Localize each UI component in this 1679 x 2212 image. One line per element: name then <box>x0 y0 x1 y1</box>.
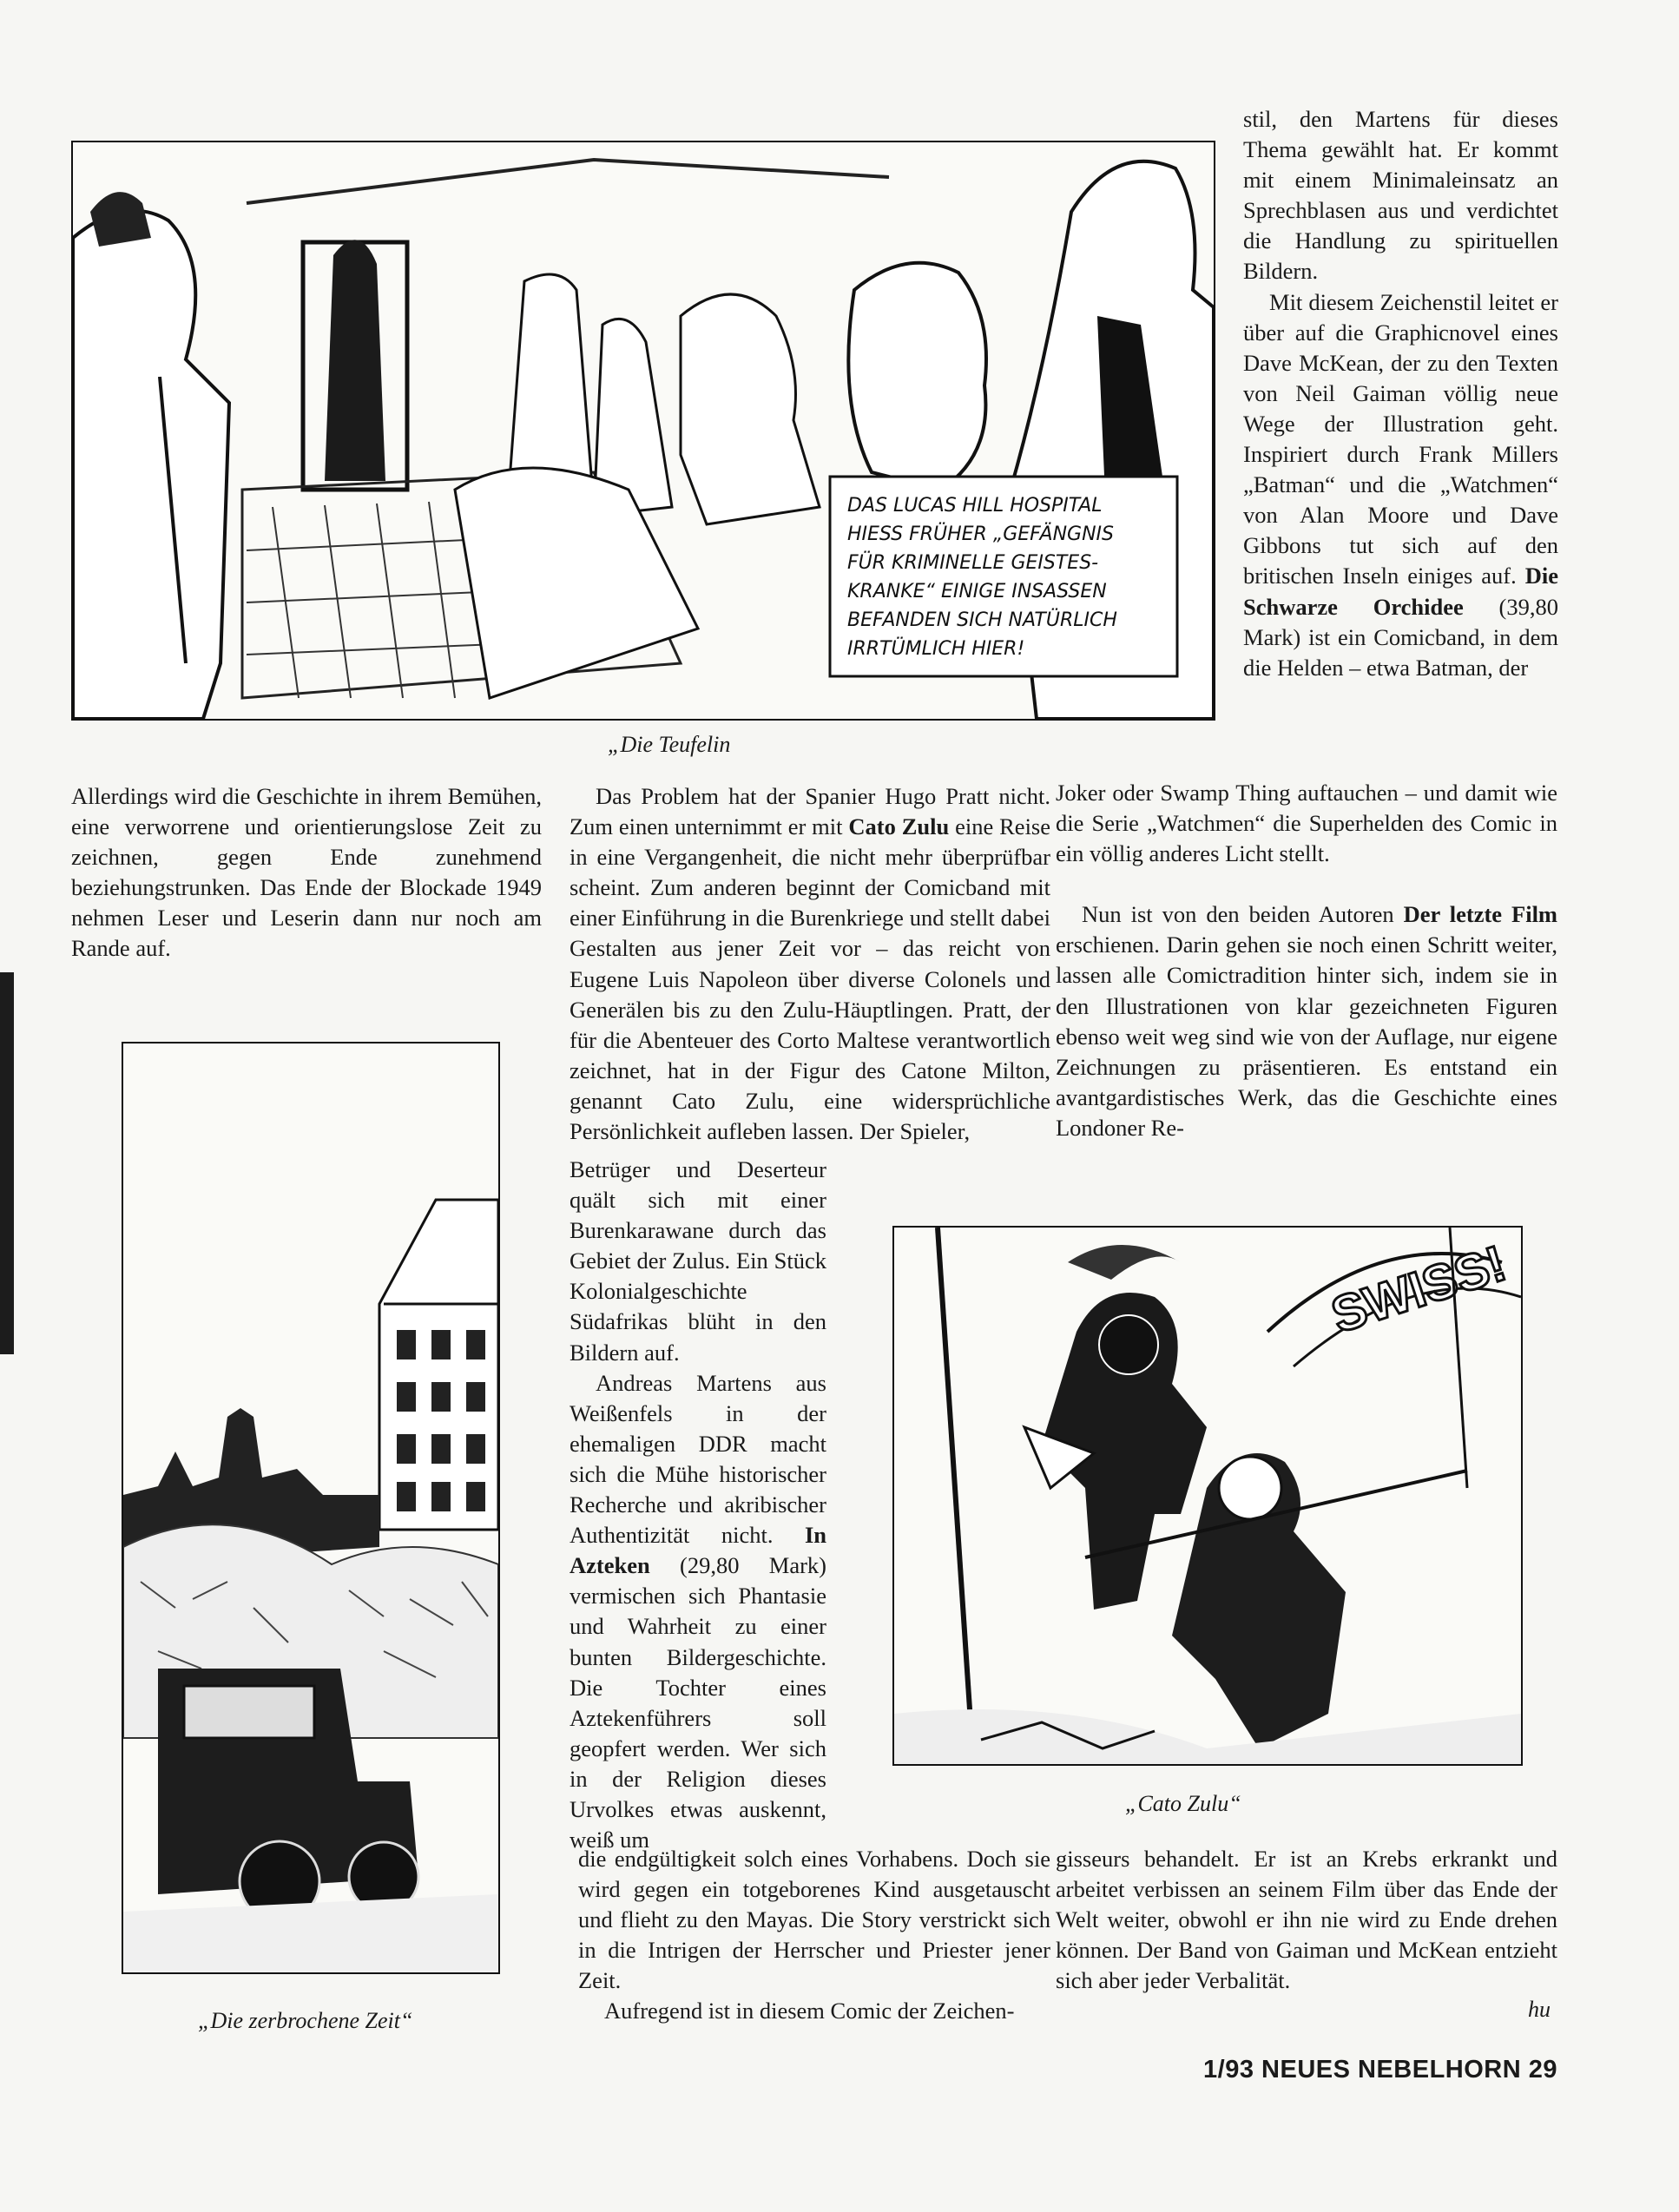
book-title: In Azteken <box>570 1522 826 1579</box>
paragraph: Aufregend ist in diesem Comic der Zeichen- <box>604 1998 1015 2024</box>
paragraph <box>570 781 1050 1147</box>
caption-box-line: HIESS FRÜHER „GEFÄNGNIS <box>847 523 1115 545</box>
middle-column <box>570 781 1050 1147</box>
middle-narrow-column <box>570 1155 826 1855</box>
paragraph: stil, den Martens für dieses Thema gewählt hat. Er kommt mit einem Minimaleinsatz an Sprechblasen aus und verdichtet die Handlung zu spirituellen Bildern. <box>1243 106 1558 285</box>
caption-box-line: IRRTÜMLICH HIER! <box>847 638 1025 660</box>
middle-lower-column <box>578 1844 1050 2027</box>
teufelin-comic-panel <box>71 141 1215 721</box>
caption-box-line: FÜR KRIMINELLE GEISTES- <box>847 552 1099 574</box>
teufelin-caption: „Die Teufelin <box>608 732 731 757</box>
teufelin-caption-box <box>830 477 1177 676</box>
paragraph: gisseurs behandelt. Er ist an Krebs erkrankt und arbeitet verbissen an seinem Film über das Ende der Welt weiter, obwohl er ihn nie wird zu Ende drehen können. Der Band von Gaiman und McKean entzieht sich aber jeder Verbalität. <box>1056 1846 1557 1994</box>
paragraph: Joker oder Swamp Thing auftauchen – und damit wie die Serie „Watchmen“ die Superhelden des Comic in ein völlig anderes Licht stellt. <box>1056 780 1557 867</box>
paragraph: Betrüger und Deserteur quält sich mit einer Burenkarawane durch das Gebiet der Zulus. Ein Stück Kolonialgeschichte Südafrikas blüht in den Bildern auf. <box>570 1156 826 1366</box>
book-title: Der letzte Film <box>1403 901 1558 928</box>
zerbrochene-zeit-caption: „Die zerbrochene Zeit“ <box>198 2008 413 2033</box>
bottom-right-column <box>1056 1844 1557 1996</box>
paragraph <box>1243 287 1558 683</box>
paragraph <box>570 1368 826 1856</box>
paragraph <box>1056 899 1557 1143</box>
paragraph-text: erschienen. Darin gehen sie noch einen Schritt weiter, lassen alle Comictradition hinter sich, indem sie in den Illustrationen von klar gezeichneten Figuren ebenso weit weg sind wie von der Auflage, nur eigene Zeichnungen zu präsentieren. Es entstand ein avantgardistisches Werk, das die Geschichte eines Londoner Re- <box>1056 932 1557 1141</box>
author-signature: hu <box>1528 1997 1551 2022</box>
paragraph-text: Andreas Martens aus Weißenfels in der ehemaligen DDR macht sich die Mühe historischer Recherche und akribischer Authentizität nicht. <box>570 1369 826 1549</box>
paragraph-text: (29,80 Mark) vermischen sich Phantasie und Wahrheit zu einer bunten Bildergeschichte. Die Tochter eines Aztekenführers soll geopfert werden. Wer sich in der Religion dieses Urvolkes etwas auskennt, weiß um <box>570 1552 826 1853</box>
caption-box-line: KRANKE“ EINIGE INSASSEN <box>847 581 1107 602</box>
left-column <box>71 781 542 964</box>
paragraph-text: Das Problem hat der Spanier Hugo Pratt nicht. Zum einen unternimmt er mit <box>570 783 1050 840</box>
zerbrochene-zeit-comic-panel <box>122 1042 500 1974</box>
paragraph-text: eine Reise in eine Vergangenheit, die nicht mehr überprüfbar scheint. Zum anderen beginnt der Comicband mit einer Einführung in die Burenkriege und stellt dabei Gestalten aus jener Zeit vor – das reicht von Eugene Luis Napoleon über diverse Colonels und Generälen bis zu den Zulu-Häuptlingen. Pratt, der für die Abenteuer des Corto Maltese verantwortlich zeichnet, hat in der Figur des Catone Milton, genannt Cato Zulu, eine widersprüchliche Persönlichkeit aufleben lassen. Der Spieler, <box>570 813 1051 1145</box>
cato-zulu-comic-panel <box>892 1226 1523 1766</box>
page-edge-shadow <box>0 972 14 1354</box>
caption-box-line: BEFANDEN SICH NATÜRLICH <box>847 609 1117 631</box>
paragraph-text: (39,80 Mark) ist ein Comicband, in dem die Helden – etwa Batman, der <box>1243 593 1559 681</box>
page-footer: 1/93 NEUES NEBELHORN 29 <box>1203 2056 1557 2084</box>
right-column <box>1056 778 1557 1143</box>
top-right-column <box>1243 104 1558 683</box>
paragraph: Allerdings wird die Geschichte in ihrem Bemühen, eine verworrene und orientierungslose Zeit zu zeichnen, gegen Ende zunehmend beziehungstrunken. Das Ende der Blockade 1949 nehmen Leser und Leserin dann nur noch am Rande auf. <box>71 783 542 962</box>
paragraph: die endgültigkeit solch eines Vorhabens. Doch sie wird gegen ein totgeborenes Kind ausgetauscht und flieht zu den Mayas. Die Story verstrickt sich in die Intrigen der Herrscher und Priester jener Zeit. <box>578 1846 1050 1994</box>
book-title: Cato Zulu <box>848 813 950 840</box>
caption-box-line: DAS LUCAS HILL HOSPITAL <box>847 495 1103 517</box>
cato-zulu-caption: „Cato Zulu“ <box>1125 1791 1241 1816</box>
paragraph-text: Mit diesem Zeichenstil leitet er über auf die Graphicnovel eines Dave McKean, der zu den Texten von Neil Gaiman völlig neue Wege der Illustration geht. Inspiriert durch Frank Millers „Batman“ und die „Watchmen“ von Alan Moore und Dave Gibbons tut sich auf den britischen Inseln einiges auf. <box>1243 288 1558 589</box>
sound-effect: SWISS! <box>1325 1234 1513 1344</box>
book-title: Die Schwarze Orchidee <box>1243 563 1558 620</box>
paragraph-text: Nun ist von den beiden Autoren <box>1082 901 1404 928</box>
